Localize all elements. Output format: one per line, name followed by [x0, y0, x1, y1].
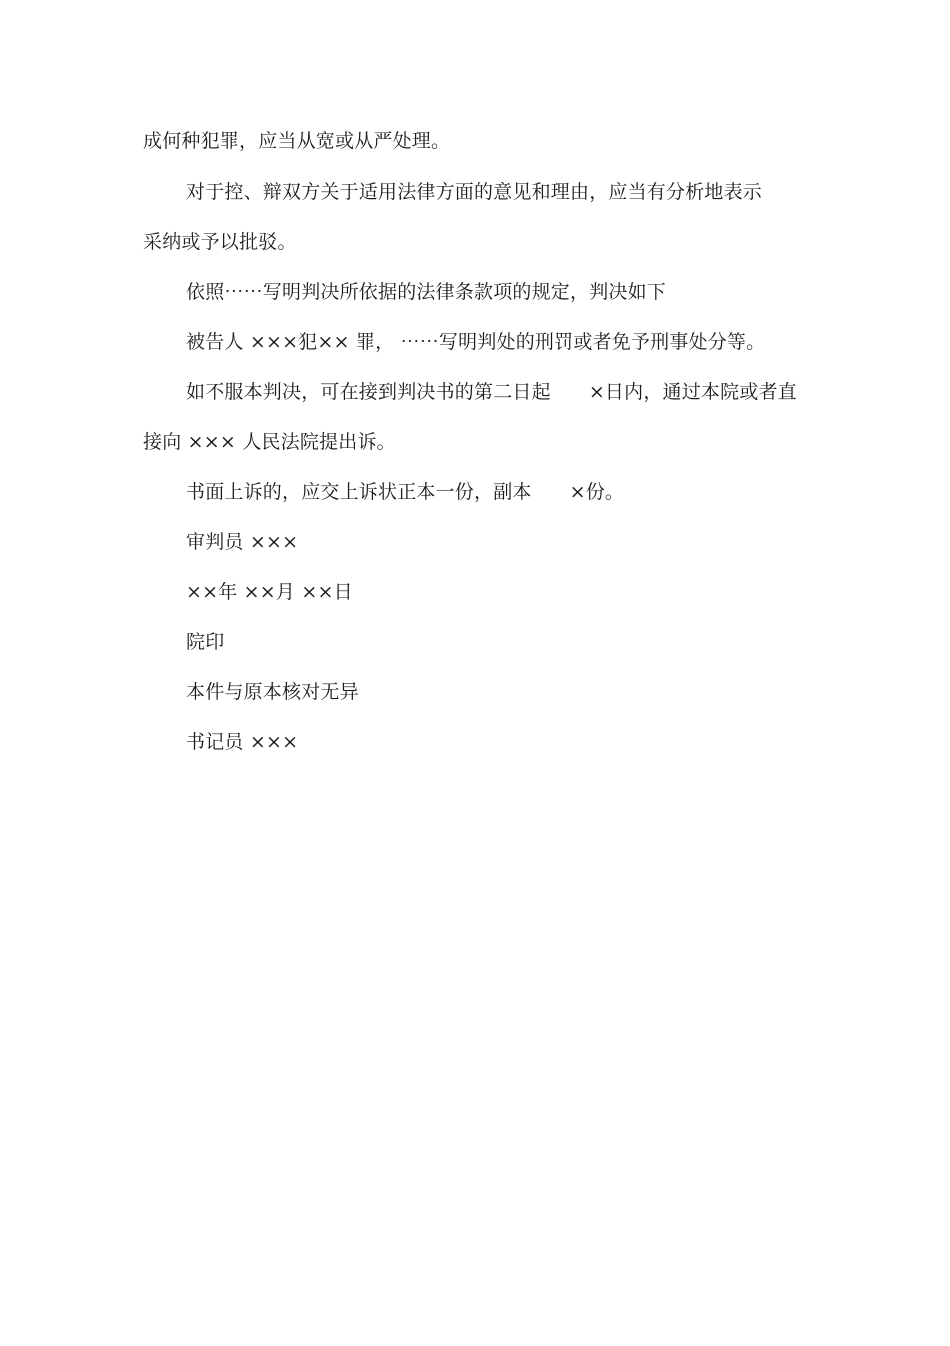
paragraph-line-1: 成何种犯罪，应当从宽或从严处理。: [143, 130, 451, 152]
paragraph-line-2: 对于控、辩双方关于适用法律方面的意见和理由，应当有分析地表示: [186, 181, 763, 203]
clerk-signature: 书记员 ×××: [186, 731, 299, 753]
paragraph-line-5: 被告人 ×××犯×× 罪， ⋯⋯写明判处的刑罚或者免予刑事处分等。: [186, 331, 766, 353]
paragraph-line-3: 采纳或予以批驳。: [143, 231, 297, 253]
court-seal-label: 院印: [186, 631, 225, 653]
paragraph-line-8: [186, 480, 624, 504]
paragraph-line-4: 依照⋯⋯写明判决所依据的法律条款项的规定，判决如下: [186, 281, 667, 303]
copies-text-part-2: ×份。: [569, 481, 625, 503]
verification-statement: 本件与原本核对无异: [186, 681, 359, 703]
appeal-text-part-1: 如不服本判决，可在接到判决书的第二日起: [186, 381, 551, 403]
paragraph-line-7: 接向 ××× 人民法院提出诉。: [143, 431, 396, 453]
date-line: ××年 ××月 ××日: [186, 581, 353, 603]
copies-text-part-1: 书面上诉的，应交上诉状正本一份，副本: [186, 481, 532, 503]
paragraph-line-6: [186, 380, 797, 404]
appeal-text-part-2: ×日内，通过本院或者直: [588, 381, 797, 403]
judge-signature: 审判员 ×××: [186, 531, 299, 553]
